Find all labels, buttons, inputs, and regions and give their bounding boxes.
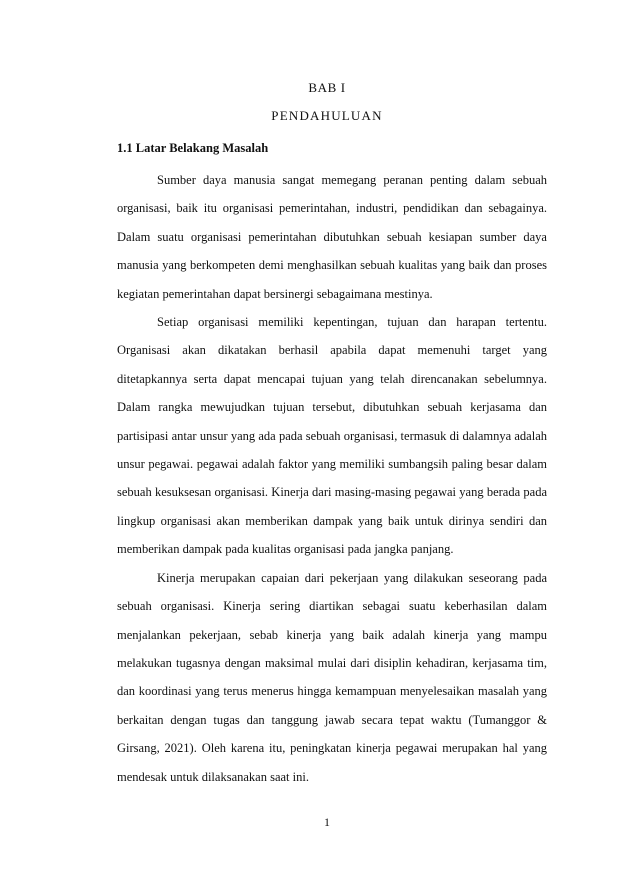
paragraph: Setiap organisasi memiliki kepentingan, tujuan dan harapan tertentu. Organisasi akan dikatakan berhasil apabila dapat memenuhi target yang ditetapkannya serta dapat mencapai tujuan yang telah direncanakan sebelumnya. Dalam rangka mewujudkan tujuan tersebut, dibutuhkan sebuah kerjasama dan partisipasi antar unsur yang ada pada sebuah organisasi, termasuk di dalamnya adalah unsur pegawai. pegawai adalah faktor yang memiliki sumbangsih paling besar dalam sebuah kesuksesan organisasi. Kinerja dari masing-masing pegawai yang berada pada lingkup organisasi akan memberikan dampak yang baik untuk dirinya sendiri dan memberikan dampak pada kualitas organisasi pada jangka panjang. [117,315,547,557]
page-number: 1 [324,815,330,829]
paragraph: Kinerja merupakan capaian dari pekerjaan yang dilakukan seseorang pada sebuah organisasi. Kinerja sering diartikan sebagai suatu keberhasilan dalam menjalankan pekerjaan, sebab kinerja yang baik adalah kinerja yang mampu melakukan tugasnya dengan maksimal mulai dari disiplin kehadiran, kerjasama tim, dan koordinasi yang terus menerus hingga kemampuan menyelesaikan masalah yang berkaitan dengan tugas dan tanggung jawab secara tepat waktu (Tumanggor & Girsang, 2021). Oleh karena itu, peningkatan kinerja pegawai merupakan hal yang mendesak untuk dilaksanakan saat ini. [117,570,547,784]
chapter-number: BAB I [308,80,346,95]
body-text [117,166,547,791]
paragraph: Sumber daya manusia sangat memegang peranan penting dalam sebuah organisasi, baik itu organisasi pemerintahan, industri, pendidikan dan sebagainya. Dalam suatu organisasi pemerintahan dibutuhkan sebuah kesiapan sumber daya manusia yang berkompeten demi menghasilkan sebuah kualitas yang baik dan proses kegiatan pemerintahan dapat bersinergi sebagaimana mestinya. [117,173,547,301]
chapter-title: PENDAHULUAN [271,108,383,123]
section-heading: 1.1 Latar Belakang Masalah [117,141,269,155]
